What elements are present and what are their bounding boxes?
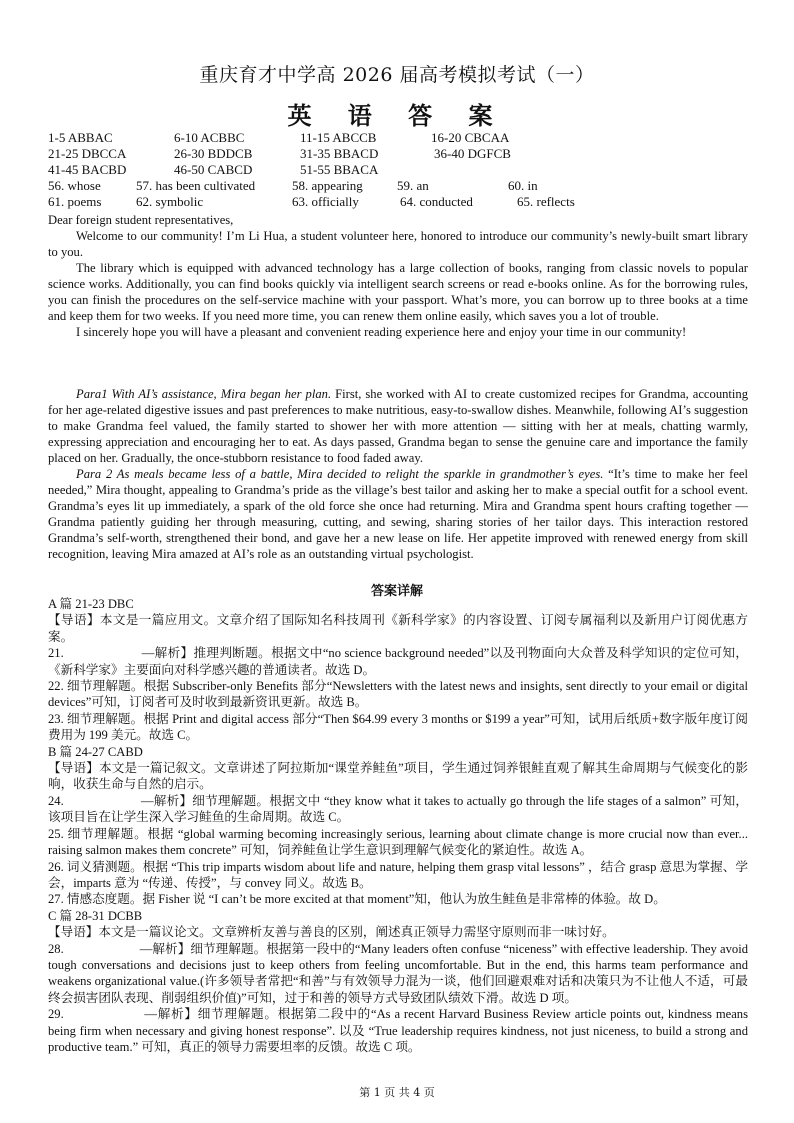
answer-cell: 56. whose [48, 178, 101, 193]
essay-paragraph [48, 466, 748, 562]
answer-cell: 51-55 BBACA [300, 162, 379, 177]
answer-row [48, 194, 768, 210]
answer-row [48, 162, 768, 178]
answer-cell: 58. appearing [292, 178, 363, 193]
answer-cell: 1-5 ABBAC [48, 130, 113, 145]
detail-line: 27. 情感态度题。据 Fisher 说 “I can’t be more excited at that moment”知，他认为放生鲑鱼是非常棒的体验。故 D。 [48, 892, 666, 907]
answer-cell: 59. an [397, 178, 429, 193]
answer-grid [48, 130, 768, 210]
answer-cell: 21-25 DBCCA [48, 146, 127, 161]
answer-row [48, 146, 768, 162]
para2-body: “It’s time to make her feel needed,” Mira thought, appealing to Grandma’s pride as the village’s best tailor and asking her to make a special outfit for a school event. Grandma’s eyes lit up immediately, a spark of the old force she once had returning. Mira and Grandma spent hours crafting together — Grandma patiently guiding her through measuring, cutting, and sewing, sharing stories of her tailor days. This interaction restored Grandma’s self-worth, strengthened their bond, and gave her a new lease on life. Her appetite improved with renewed energy from skill recognition, leaving Mira amazed at AI’s role as an outstanding virtual psychologist. [48, 467, 748, 561]
answer-cell: 36-40 DGFCB [434, 146, 511, 161]
essay-paragraph [48, 386, 748, 466]
answer-cell: 46-50 CABCD [174, 162, 253, 177]
answer-cell: 41-45 BACBD [48, 162, 127, 177]
detail-line: 【导语】本文是一篇议论文。文章辨析友善与善良的区别，阐述真正领导力需坚守原则而非一味讨好。 [48, 925, 615, 940]
detail-line: 【导语】本文是一篇应用文。文章介绍了国际知名科技周刊《新科学家》的内容设置、订阅专属福利以及新用户订阅优惠方案。 [48, 613, 748, 644]
detail-line: 21. —解析】推理判断题。根据文中“no science background needed”以及刊物面向大众普及科学知识的定位可知，《新科学家》主要面向对科学感兴趣的普通读者。故选 D。 [48, 646, 748, 677]
detail-line: 26. 词义猜测题。根据 “This trip imparts wisdom about life and nature, helping them grasp vital lessons” ，结合 grasp 意思为掌握、学会，imparts 意为 “传递、传授”，与 convey 同义。故选 B。 [48, 859, 748, 890]
page-title: 重庆育才中学高 2026 届高考模拟考试（一） [199, 64, 595, 86]
answer-cell: 61. poems [48, 194, 102, 209]
answer-cell: 6-10 ACBBC [174, 130, 245, 145]
writing-sample-letter [48, 212, 748, 340]
detail-line: 25. 细节理解题。根据 “global warming becoming increasingly serious, learning about climate change is more crucial now than ever... raising salmon makes them concrete” 可知，饲养鲑鱼让学生意识到理解气候变化的紧迫性。故选 A。 [48, 826, 748, 858]
answer-row [48, 178, 768, 194]
answer-cell: 11-15 ABCCB [300, 130, 377, 145]
page-footer: 第 1 页 共 4 页 [359, 1086, 435, 1099]
letter-salutation: Dear foreign student representatives, [48, 213, 234, 227]
detail-line: 22. 细节理解题。根据 Subscriber-only Benefits 部分“Newsletters with the latest news and insights, sent directly to your email or digital devices”可知，订阅者可及时收到最新资讯更新。故选 B。 [48, 679, 748, 710]
answer-cell: 63. officially [292, 194, 359, 209]
detail-line: A 篇 21-23 DBC [48, 597, 134, 611]
answer-cell: 65. reflects [517, 194, 575, 209]
para1-body: First, she worked with AI to create customized recipes for Grandma, accounting for her age-related digestive issues and past preferences to make nutritious, easy-to-swallow dishes. Meanwhile, following AI’s suggestion to make Grandma feel valued, the family started to shower her with more attention — sitting with her at meals, chatting warmly, expressing appreciation and encouraging her to eat. As days passed, Grandma began to sense the genuine care and importance the family placed on her. Gradually, the once-stubborn resistance to food faded away. [48, 387, 749, 465]
detail-line: 23. 细节理解题。根据 Print and digital access 部分“Then $64.99 every 3 months or $199 a year”可知，试用后纸质+数字版年度订阅费用为 199 美元。故选 C。 [48, 711, 748, 743]
answer-cell: 31-35 BBACD [300, 146, 379, 161]
answer-cell: 64. conducted [400, 194, 473, 209]
detail-line: 【导语】本文是一篇记叙文。文章讲述了阿拉斯加“课堂养鲑鱼”项目，学生通过饲养银鲑直观了解其生命周期与气候变化的影响，收获生命与自然的启示。 [48, 761, 748, 792]
answer-cell: 57. has been cultivated [136, 178, 256, 193]
letter-paragraph: Welcome to our community! I’m Li Hua, a student volunteer here, honored to introduce our community’s newly-built smart library to you. [48, 229, 748, 259]
detail-line: 24. —解析】细节理解题。根据文中 “they know what it takes to actually go through the life stages of a salmon” 可知，该项目旨在让学生深入学习鲑鱼的生命周期。故选 C。 [48, 793, 748, 825]
detail-line: C 篇 28-31 DCBB [48, 908, 143, 923]
letter-paragraph: I sincerely hope you will have a pleasant and convenient reading experience here and enjoy your time in our community! [76, 325, 687, 339]
para1-lead: Para1 With AI’s assistance, Mira began her plan. [76, 387, 332, 401]
page-subtitle: 英 语 答 案 [287, 101, 507, 130]
letter-paragraph: The library which is equipped with advanced technology has a large collection of books, ranging from classic novels to popular science works. Additionally, you can find books quickly via intelligent search screens or read e-books online. As for the borrowing rules, you can finish the procedures on the self-service machine with your passport. What’s more, you can borrow up to three books at a time and keep them for two weeks. If you need more time, you can renew them online easily, which saves you a lot of trouble. [48, 261, 748, 323]
para2-lead: Para 2 As meals became less of a battle, Mira decided to relight the sparkle in grandmother’s eyes. [76, 467, 604, 481]
answer-cell: 60. in [508, 178, 538, 193]
detail-line: 28. —解析】细节理解题。根据第一段中的“Many leaders often confuse “niceness” with effective leadership. They avoid tough conversations and decisions just to keep others from feeling uncomfortable. But in the end, this harms team performance and weakens organizational value.(许多领导者常把“和善”与有效领导力混为一谈，他们回避艰难对话和决策只为不让他人不适，可最终会损害团队表现、削弱组织价值)”可知，过于和善的领导方式导致团队绩效下滑。故选 D 项。 [48, 941, 748, 1005]
answer-cell: 26-30 BDDCB [174, 146, 253, 161]
answer-cell: 62. symbolic [136, 194, 204, 209]
continuation-essay [48, 386, 748, 562]
answer-details [48, 596, 748, 1055]
answer-row [48, 130, 768, 146]
answer-cell: 16-20 CBCAA [431, 130, 510, 145]
details-heading: 答案详解 [370, 584, 423, 599]
detail-line: 29. —解析】细节理解题。根据第二段中的“As a recent Harvard Business Review article points out, kindness means being firm when necessary and giving honest response”. 以及 “True leadership requires kindness, not just niceness, to build a strong and productive team.” 可知，真正的领导力需要坦率的反馈。故选 C 项。 [48, 1007, 748, 1054]
detail-line: B 篇 24-27 CABD [48, 744, 143, 759]
